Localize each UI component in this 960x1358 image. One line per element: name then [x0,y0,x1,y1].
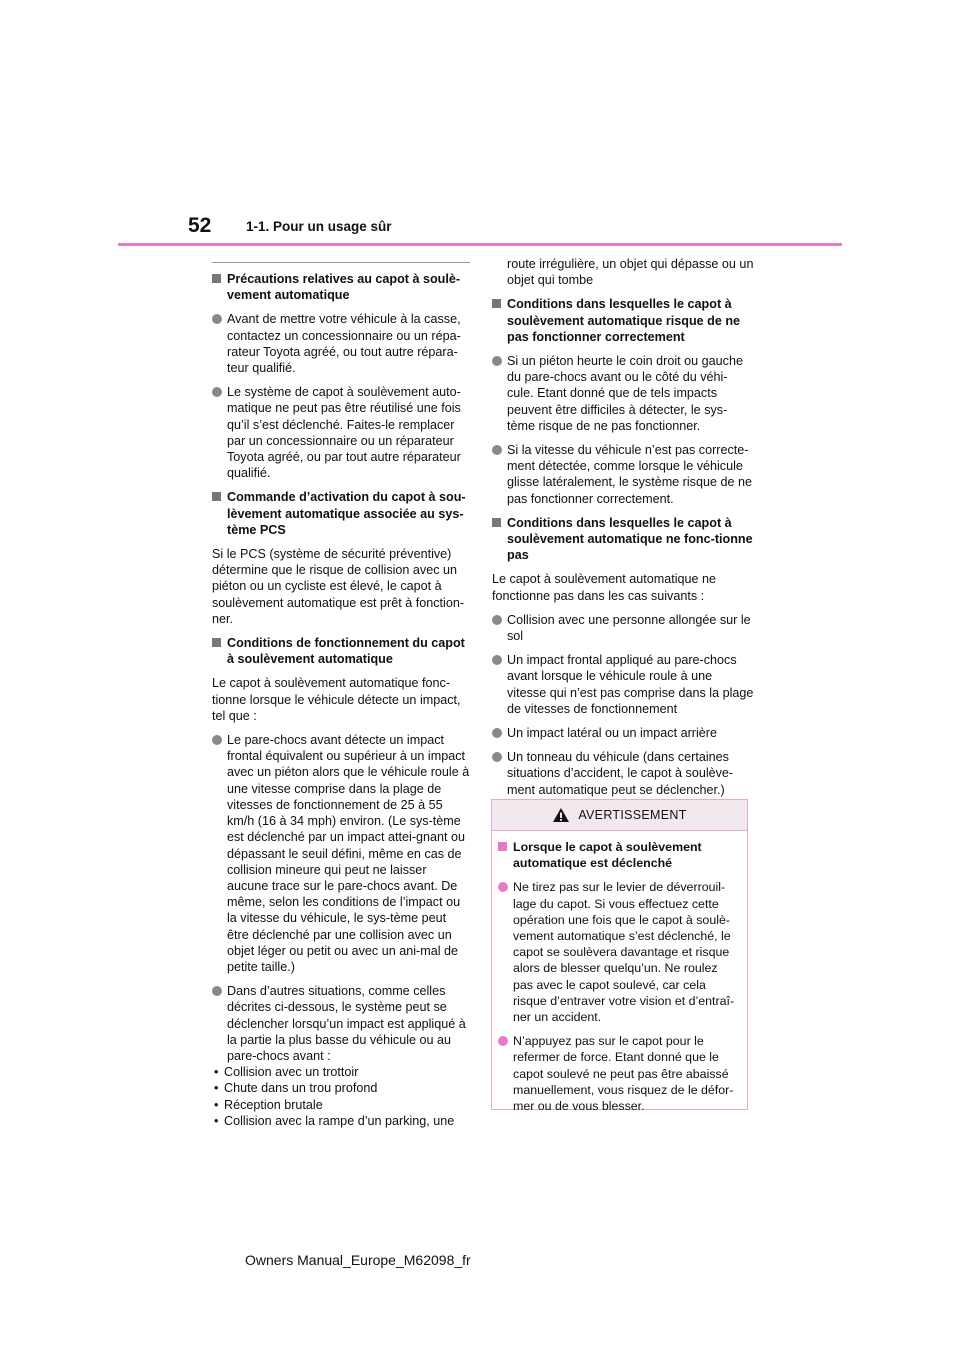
section-title: 1-1. Pour un usage sûr [246,219,392,234]
circle-bullet-icon [212,986,222,996]
section-heading [212,271,470,303]
bullet-item [212,311,470,376]
warning-body [492,831,747,1114]
circle-bullet-icon [212,314,222,324]
heading-text: Conditions de fonctionnement du capot à soulèvement automatique [227,636,465,667]
heading-text: Précautions relatives au capot à soulè-vement automatique [227,272,461,303]
bullet-text: Un impact latéral ou un impact arrière [507,726,717,741]
square-bullet-icon [212,638,221,647]
bullet-item [212,732,470,975]
bullet-text: Un impact frontal appliqué au pare-chocs avant lorsque le véhicule roule à une vitesse qui n’est pas comprise dans la plage de vitesses de fonctionnement [507,653,754,716]
bullet-item [498,879,739,1025]
warning-heading [498,839,739,871]
bullet-text: N’appuyez pas sur le capot pour le refermer de force. Etant donné que le capot soulevé ne peut pas être abaissé manuellement, vous risquez de le défor-mer ou de vous blesser. [513,1034,734,1114]
list-item: • Réception brutale [212,1097,470,1113]
circle-bullet-icon [212,735,222,745]
paragraph: Le capot à soulèvement automatique ne fonctionne pas dans les cas suivants : [492,572,717,603]
left-column [212,262,470,1129]
continued-text: route irrégulière, un objet qui dépasse ou un objet qui tombe [507,257,754,288]
heading-text: Conditions dans lesquelles le capot à soulèvement automatique risque de ne pas fonctionner correctement [507,297,741,344]
column-top-rule [212,262,470,263]
section-heading [212,635,470,667]
bullet-item [492,749,754,798]
paragraph: Le capot à soulèvement automatique fonc-tionne lorsque le véhicule détecte un impact, tel que : [212,676,461,723]
circle-bullet-icon [492,655,502,665]
bullet-text: Avant de mettre votre véhicule à la casse, contactez un concessionnaire ou un répa-rateur Toyota agréé, ou tout autre répara-teur qualifié. [227,312,461,376]
bullet-item [212,983,470,1064]
warning-header [492,800,747,831]
circle-bullet-icon [492,445,502,455]
circle-bullet-icon [492,728,502,738]
section-heading [492,296,754,345]
header-rule [118,243,842,246]
heading-text: Commande d’activation du capot à sou-lèvement automatique associée au sys-tème PCS [227,490,466,537]
list-item: • Collision avec un trottoir [212,1064,470,1080]
bullet-text: Ne tirez pas sur le levier de déverrouil-lage du capot. Si vous effectuez cette opération une fois que le capot à soulè-vement automatique s’est déclenché, le capot se soulèvera davantage et risque alors de blesser quelqu’un. Ne roulez pas avec le capot soulevé, car cela risque d’entraver votre vision et d’entraî-ner un accident. [513,880,735,1025]
list-item: • Collision avec la rampe d’un parking, une [212,1113,470,1129]
bullet-item [212,384,470,481]
bullet-item [492,353,754,434]
heading-text: Conditions dans lesquelles le capot à soulèvement automatique ne fonc-tionne pas [507,515,753,563]
circle-bullet-icon [498,1036,508,1046]
bullet-text: Le pare-chocs avant détecte un impact frontal équivalent ou supérieur à un impact avec un piéton alors que le véhicule roule à une vitesse comprise dans la plage de vitesses de fonctionnement de 25 à 55 km/h (16 à 34 mph) environ. (Le sys-tème est déclenché par un impact attei-gnant ou dépassant le seuil défini, même en cas de collision mineure qui peut ne laisser aucune trace sur le pare-chocs avant. De même, selon les conditions de l’impact ou la vitesse du véhicule, le sys-tème peut être déclenché par une collision avec un objet léger ou petit ou avec un ani-mal de petite taille.) [227,733,470,974]
bullet-text: Collision avec une personne allongée sur le sol [507,612,751,644]
bullet-item [498,1033,739,1114]
square-bullet-icon [492,518,501,527]
bullet-text: Dans d’autres situations, comme celles décrites ci-dessous, le système peut se déclencher lorsqu’un impact est appliqué à la partie la plus basse du véhicule ou au pare-chocs avant : [227,984,466,1063]
circle-bullet-icon [492,752,502,762]
bullet-item [492,612,754,644]
bullet-text: Un tonneau du véhicule (dans certaines situations d’accident, le capot à soulève-ment automatique peut se déclencher.) [507,750,734,797]
right-column [492,256,754,806]
circle-bullet-icon [212,387,222,397]
circle-bullet-icon [498,882,508,892]
square-bullet-icon [212,274,221,283]
square-bullet-icon [498,842,507,851]
bullet-text: Si un piéton heurte le coin droit ou gauche du pare-chocs avant ou le côté du véhi-cule. Etant donné que de tels impacts peuvent être difficiles à détecter, le sys-tème risque de ne pas fonctionner. [507,354,743,433]
list-item: • Chute dans un trou profond [212,1080,470,1096]
section-heading [492,515,754,564]
section-heading [212,489,470,538]
warning-triangle-icon [552,807,570,823]
paragraph: Si le PCS (système de sécurité préventive) détermine que le risque de collision avec un piéton ou un cycliste est élevé, le capot à soulèvement automatique est prêt à fonction-ner. [212,547,465,626]
bullet-text: Le système de capot à soulèvement auto-matique ne peut pas être réutilisé une fois qu’il s’est déclenché. Faites-le remplacer par un concessionnaire ou un réparateur Toyota agréé, ou par tout autre réparateur qualifié. [227,385,461,481]
bullet-item [492,652,754,717]
circle-bullet-icon [492,615,502,625]
warning-title: AVERTISSEMENT [578,808,687,822]
circle-bullet-icon [492,356,502,366]
footer-text: Owners Manual_Europe_M62098_fr [245,1252,471,1268]
page-number: 52 [188,214,212,237]
square-bullet-icon [492,299,501,308]
bullet-item [492,442,754,507]
square-bullet-icon [212,492,221,501]
warning-box [491,799,748,1114]
bullet-item [492,725,754,741]
bullet-text: Si la vitesse du véhicule n’est pas correcte-ment détectée, comme lorsque le véhicule glisse latéralement, le système risque de ne pas fonctionner correctement. [507,443,753,506]
heading-text: Lorsque le capot à soulèvement automatique est déclenché [513,840,702,871]
